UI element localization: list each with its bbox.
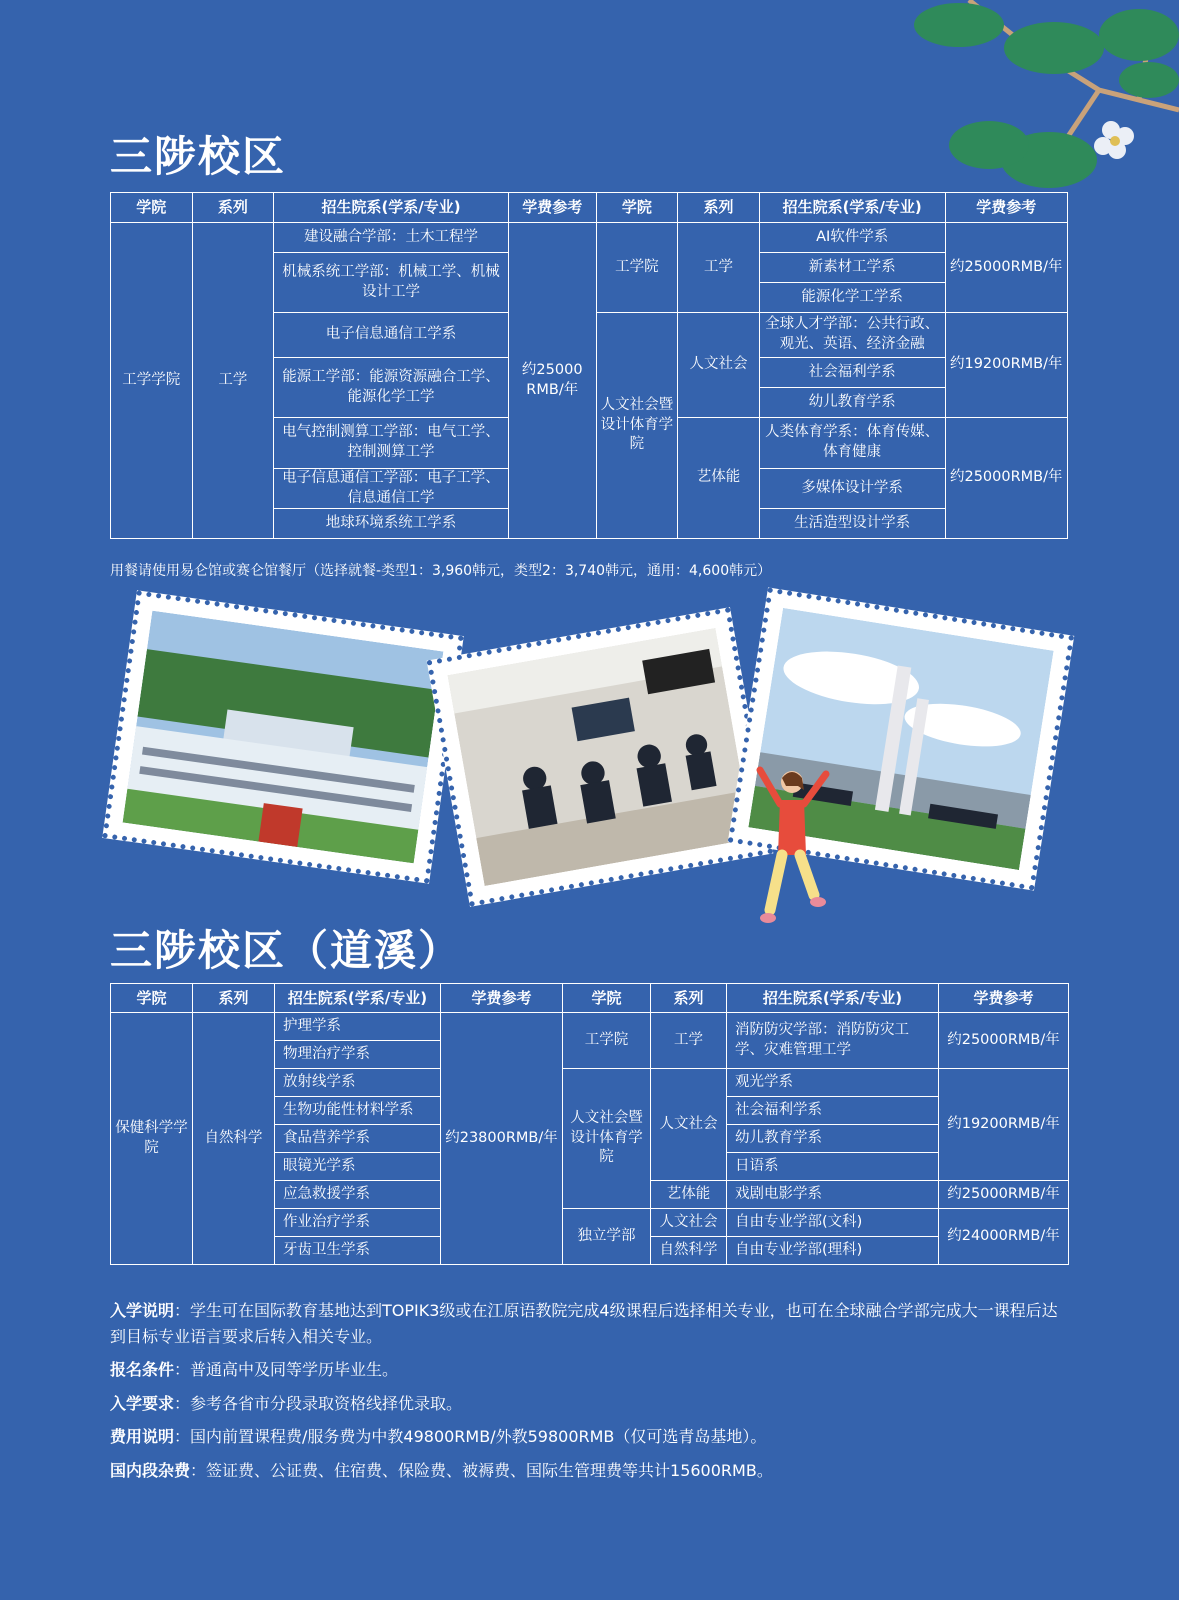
department-cell: 电气控制测算工学部：电气工学、控制测算工学	[274, 418, 509, 469]
header-fee: 学费参考	[945, 193, 1068, 223]
table-row	[111, 223, 1068, 253]
table-row	[111, 1013, 1069, 1041]
series-cell: 自然科学	[193, 1013, 275, 1265]
photo-stamp-outdoor-ceremony	[102, 590, 464, 883]
department-cell: 电子信息通信工学系	[274, 313, 509, 358]
department-cell: 护理学系	[275, 1013, 441, 1041]
header-department: 招生院系(学系/专业)	[759, 193, 945, 223]
department-cell: 观光学系	[727, 1069, 939, 1097]
table-header-row	[111, 193, 1068, 223]
note-item	[110, 1357, 1070, 1383]
note-item	[110, 1424, 1070, 1450]
department-cell: 幼儿教育学系	[759, 388, 945, 418]
fee-cell: 约25000RMB/年	[945, 418, 1068, 539]
department-cell: AI软件学系	[759, 223, 945, 253]
series-cell: 自然科学	[651, 1237, 727, 1265]
jumping-person-icon	[752, 760, 834, 932]
series-cell: 人文社会	[651, 1209, 727, 1237]
note-text: ：国内前置课程费/服务费为中教49800RMB/外教59800RMB（仅可选青岛基地）。	[174, 1427, 767, 1447]
campus-title-dogye: 三陟校区（道溪）	[110, 926, 463, 975]
note-text: ：学生可在国际教育基地达到TOPIK3级或在江原语教院完成4级课程后选择相关专业，也可在全球融合学部完成大一课程后达到目标专业语言要求后转入相关专业。	[110, 1301, 1058, 1346]
department-cell: 生物功能性材料学系	[275, 1097, 441, 1125]
college-cell: 人文社会暨设计体育学院	[596, 313, 678, 539]
header-college: 学院	[563, 984, 651, 1013]
department-cell: 眼镜光学系	[275, 1153, 441, 1181]
series-cell: 工学	[651, 1013, 727, 1069]
note-key: 费用说明	[110, 1427, 175, 1447]
fee-cell: 约25000RMB/年	[945, 223, 1068, 313]
department-cell: 生活造型设计学系	[759, 509, 945, 539]
header-series: 系列	[678, 193, 760, 223]
series-cell: 工学	[192, 223, 274, 539]
fee-cell: 约19200RMB/年	[939, 1069, 1069, 1181]
note-text: ：参考各省市分段录取资格线择优录取。	[174, 1393, 463, 1413]
college-cell: 保健科学学院	[111, 1013, 193, 1265]
header-college: 学院	[111, 193, 193, 223]
department-cell: 能源化学工学系	[759, 283, 945, 313]
department-cell: 全球人才学部：公共行政、观光、英语、经济金融	[759, 313, 945, 358]
pine-branch-decoration	[849, 0, 1179, 200]
header-department: 招生院系(学系/专业)	[727, 984, 939, 1013]
series-cell: 艺体能	[678, 418, 760, 539]
college-cell: 工学学院	[111, 223, 193, 539]
table-header-row	[111, 984, 1069, 1013]
department-cell: 食品营养学系	[275, 1125, 441, 1153]
header-fee: 学费参考	[508, 193, 596, 223]
department-cell: 放射线学系	[275, 1069, 441, 1097]
department-cell: 幼儿教育学系	[727, 1125, 939, 1153]
admission-notes	[110, 1298, 1070, 1492]
header-college: 学院	[111, 984, 193, 1013]
department-cell: 日语系	[727, 1153, 939, 1181]
header-fee: 学费参考	[441, 984, 563, 1013]
note-item	[110, 1391, 1070, 1417]
outdoor-ceremony-image	[123, 611, 444, 864]
college-cell: 独立学部	[563, 1209, 651, 1265]
photo-stamp-classroom	[427, 607, 774, 907]
note-text: ：签证费、公证费、住宿费、保险费、被褥费、国际生管理费等共计15600RMB。	[190, 1460, 773, 1480]
department-cell: 应急救援学系	[275, 1181, 441, 1209]
department-cell: 人类体育学系：体育传媒、体育健康	[759, 418, 945, 469]
department-cell: 建设融合学部：土木工程学	[274, 223, 509, 253]
department-cell: 多媒体设计学系	[759, 469, 945, 509]
department-cell: 自由专业学部(理科)	[727, 1237, 939, 1265]
flower-icon	[1094, 121, 1134, 159]
note-key: 入学说明	[110, 1301, 175, 1320]
department-cell: 自由专业学部(文科)	[727, 1209, 939, 1237]
department-cell: 地球环境系统工学系	[274, 509, 509, 539]
department-cell: 作业治疗学系	[275, 1209, 441, 1237]
note-key: 入学要求	[110, 1393, 175, 1413]
header-fee: 学费参考	[939, 984, 1069, 1013]
meal-note: 用餐请使用易仑馆或赛仑馆餐厅（选择就餐-类型1：3,960韩元，类型2：3,740韩元，通用：4,600韩元）	[110, 563, 772, 579]
note-key: 报名条件	[110, 1360, 175, 1380]
header-series: 系列	[193, 984, 275, 1013]
header-department: 招生院系(学系/专业)	[274, 193, 509, 223]
department-cell: 能源工学部：能源资源融合工学、能源化学工学	[274, 358, 509, 418]
note-item	[110, 1458, 1070, 1484]
note-item	[110, 1298, 1070, 1349]
fee-cell: 约23800RMB/年	[441, 1013, 563, 1265]
series-cell: 人文社会	[678, 313, 760, 418]
series-cell: 人文社会	[651, 1069, 727, 1181]
classroom-image	[447, 628, 752, 886]
fee-cell: 约25000RMB/年	[939, 1013, 1069, 1069]
college-cell: 人文社会暨设计体育学院	[563, 1069, 651, 1209]
department-cell: 社会福利学系	[727, 1097, 939, 1125]
note-text: ：普通高中及同等学历毕业生。	[174, 1360, 399, 1380]
department-cell: 消防防灾学部：消防防灾工学、灾难管理工学	[727, 1013, 939, 1069]
department-cell: 戏剧电影学系	[727, 1181, 939, 1209]
department-cell: 社会福利学系	[759, 358, 945, 388]
department-cell: 机械系统工学部：机械工学、机械设计工学	[274, 253, 509, 313]
header-department: 招生院系(学系/专业)	[275, 984, 441, 1013]
department-cell: 电子信息通信工学部：电子工学、信息通信工学	[274, 469, 509, 509]
campus-title-samcheok: 三陟校区	[110, 132, 287, 181]
department-cell: 牙齿卫生学系	[275, 1237, 441, 1265]
college-cell: 工学院	[563, 1013, 651, 1069]
header-college: 学院	[596, 193, 678, 223]
campus-samcheok-table	[110, 192, 1068, 539]
series-cell: 工学	[678, 223, 760, 313]
department-cell: 物理治疗学系	[275, 1041, 441, 1069]
header-series: 系列	[651, 984, 727, 1013]
header-series: 系列	[192, 193, 274, 223]
fee-cell: 约24000RMB/年	[939, 1209, 1069, 1265]
fee-cell: 约25000 RMB/年	[508, 223, 596, 539]
series-cell: 艺体能	[651, 1181, 727, 1209]
fee-cell: 约25000RMB/年	[939, 1181, 1069, 1209]
campus-dogye-table	[110, 983, 1069, 1265]
department-cell: 新素材工学系	[759, 253, 945, 283]
note-key: 国内段杂费	[110, 1460, 191, 1480]
college-cell: 工学院	[596, 223, 678, 313]
fee-cell: 约19200RMB/年	[945, 313, 1068, 418]
